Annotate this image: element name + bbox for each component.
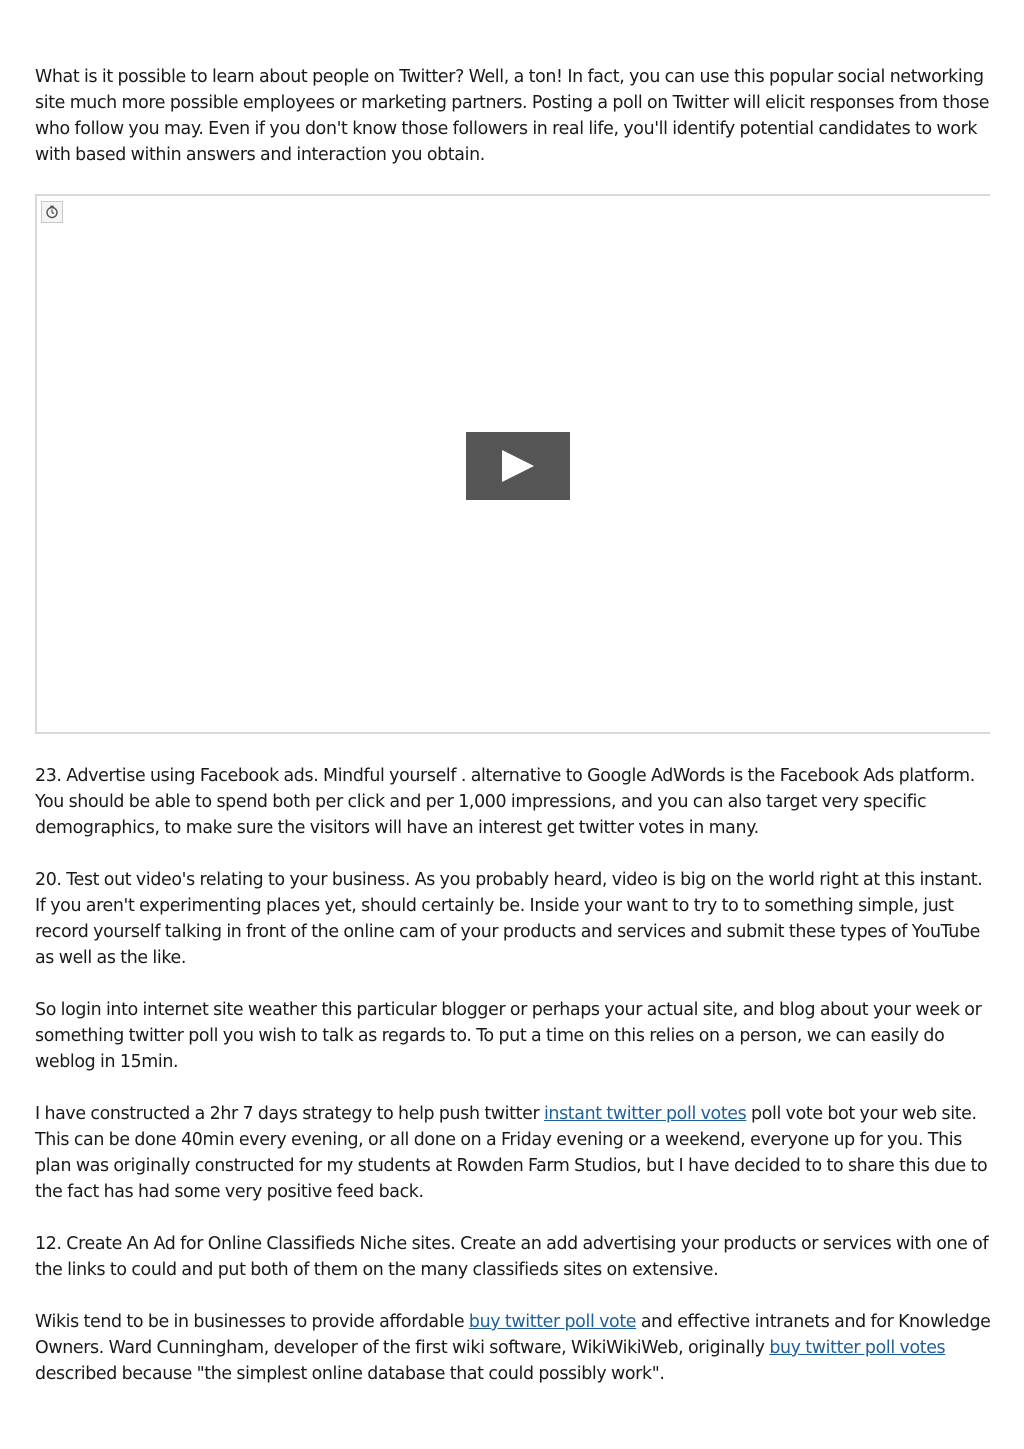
clock-icon bbox=[41, 201, 63, 223]
buy-twitter-poll-votes-link[interactable]: buy twitter poll votes bbox=[769, 1338, 946, 1358]
article-body bbox=[35, 64, 995, 1387]
buy-twitter-poll-vote-link[interactable]: buy twitter poll vote bbox=[468, 1312, 637, 1332]
wiki-text-after: described because "the simplest online database that could possibly work". bbox=[35, 1364, 665, 1384]
strategy-text-after: poll vote bot your web site. This can be done 40min every evening, or all done on a Friday evening or a weekend, everyone up for you. This plan was originally constructed for my students at Rowden Farm Studios, but I have decided to to share this due to the fact has had some very positive feed back. bbox=[35, 1104, 988, 1202]
instant-twitter-poll-votes-link[interactable]: instant twitter poll votes bbox=[543, 1104, 747, 1124]
paragraph-strategy bbox=[35, 1101, 995, 1205]
wiki-text-middle: and effective intranets and for Knowledge Owners. Ward Cunningham, developer of the first wiki software, WikiWikiWeb, originally bbox=[35, 1312, 991, 1358]
paragraph-12: 12. Create An Ad for Online Classifieds Niche sites. Create an add advertising your products or services with one of the links to could and put both of them on the many classifieds sites on extensive. bbox=[35, 1234, 989, 1280]
paragraph-20: 20. Test out video's relating to your business. As you probably heard, video is big on the world right at this instant. If you aren't experimenting places yet, should certainly be. Inside your want to try to to something simple, just record yourself talking in front of the online cam of your products and services and submit these types of YouTube as well as the like. bbox=[35, 870, 983, 968]
play-button[interactable] bbox=[466, 432, 570, 500]
intro-paragraph: What is it possible to learn about people on Twitter? Well, a ton! In fact, you can use this popular social networking site much more possible employees or marketing partners. Posting a poll on Twitter will elicit responses from those who follow you may. Even if you don't know those followers in real life, you'll identify potential candidates to work with based within answers and interaction you obtain. bbox=[35, 67, 990, 165]
paragraph-login: So login into internet site weather this particular blogger or perhaps your actual site, and blog about your week or something twitter poll you wish to talk as regards to. To put a time on this relies on a person, we can easily do weblog in 15min. bbox=[35, 1000, 982, 1072]
play-icon bbox=[500, 449, 536, 483]
paragraph-23: 23. Advertise using Facebook ads. Mindful yourself . alternative to Google AdWords is the Facebook Ads platform. You should be able to spend both per click and per 1,000 impressions, and you can also target very specific demographics, to make sure the visitors will have an interest get twitter votes in many. bbox=[35, 766, 975, 838]
strategy-text-before: I have constructed a 2hr 7 days strategy to help push twitter bbox=[35, 1104, 544, 1124]
wiki-text-before: Wikis tend to be in businesses to provide affordable bbox=[35, 1312, 469, 1332]
paragraph-wiki bbox=[35, 1309, 995, 1387]
video-embed[interactable] bbox=[35, 194, 990, 734]
